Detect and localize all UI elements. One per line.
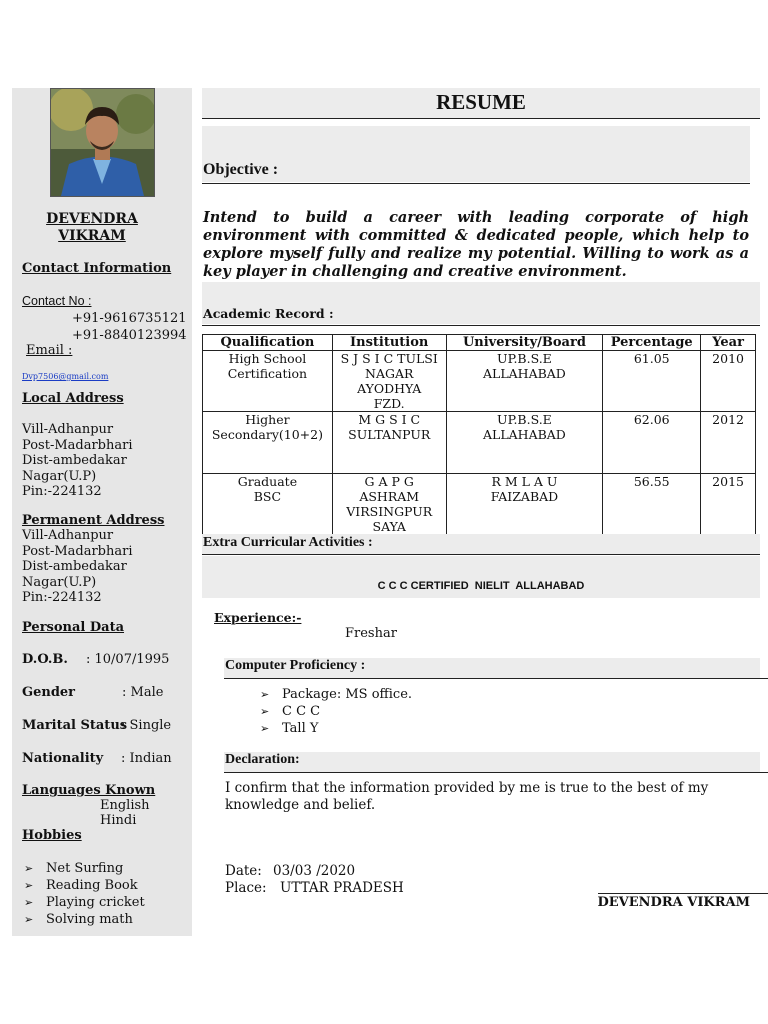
table-cell: 61.05 <box>603 351 701 412</box>
computer-rule <box>224 678 768 679</box>
arrow-bullet-icon: ➢ <box>24 896 34 909</box>
hobby-label: Reading Book <box>46 878 138 893</box>
arrow-bullet-icon: ➢ <box>260 688 270 701</box>
table-row <box>203 412 756 474</box>
experience-text: Freshar <box>345 626 397 641</box>
table-cell: M G S I C SULTANPUR <box>332 412 446 474</box>
computer-item-label: C C C <box>282 704 321 719</box>
local-address <box>22 422 133 500</box>
extra-text: C C C CERTIFIED NIELIT ALLAHABAD <box>377 580 585 592</box>
languages-heading: Languages Known <box>22 783 156 798</box>
permanent-address-line: Pin:-224132 <box>22 590 102 605</box>
column-header: Qualification <box>203 335 333 351</box>
hobby-item <box>24 911 133 928</box>
hobby-label: Solving math <box>46 912 133 927</box>
table-cell: High School Certification <box>203 351 333 412</box>
arrow-bullet-icon: ➢ <box>260 722 270 735</box>
candidate-name <box>22 211 162 245</box>
extra-heading: Extra Curricular Activities : <box>203 535 373 550</box>
table-row <box>203 351 756 412</box>
permanent-address-line: Post-Madarbhari <box>22 543 133 559</box>
academic-rule <box>202 325 760 326</box>
title-rule <box>202 118 760 119</box>
table-cell: UP.B.S.E ALLAHABAD <box>446 351 603 412</box>
column-header: Year <box>701 335 756 351</box>
computer-item <box>260 703 320 720</box>
column-header: Percentage <box>603 335 701 351</box>
hobbies-heading: Hobbies <box>22 828 82 843</box>
gender-label: Gender <box>22 685 76 700</box>
name-line-2: VIKRAM <box>58 228 126 244</box>
local-address-line: Post-Madarbhari <box>22 437 133 453</box>
signature-line <box>598 893 768 894</box>
objective-rule <box>202 183 750 184</box>
permanent-address-line: Nagar(U.P) <box>22 574 97 590</box>
arrow-bullet-icon: ➢ <box>24 913 34 926</box>
table-header-row <box>203 335 756 351</box>
hobby-item <box>24 894 145 911</box>
extra-rule <box>202 554 760 555</box>
gender-value: : Male <box>122 685 164 700</box>
column-header: University/Board <box>446 335 603 351</box>
place-label: Place: <box>225 880 267 896</box>
table-cell: 2015 <box>701 474 756 535</box>
computer-heading: Computer Proficiency : <box>225 658 366 673</box>
dob-value: : 10/07/1995 <box>86 652 170 667</box>
table-cell: 2012 <box>701 412 756 474</box>
declaration-band <box>224 752 760 772</box>
email-link[interactable]: Dvp7506@gmail.com <box>22 372 109 381</box>
table-cell: G A P G ASHRAM VIRSINGPUR SAYA <box>332 474 446 535</box>
language-item: English <box>100 798 150 813</box>
language-item: Hindi <box>100 813 137 828</box>
objective-text: Intend to build a career with leading corporate of high environment with committed & dedicated people, which help to explore myself fully and realize my potential. Willing to work as a key player in challenging and creative environment. <box>203 209 749 280</box>
hobby-item <box>24 860 123 877</box>
table-cell: 56.55 <box>603 474 701 535</box>
signature-name: DEVENDRA VIKRAM <box>597 895 750 910</box>
arrow-bullet-icon: ➢ <box>24 879 34 892</box>
computer-item-label: Package: MS office. <box>282 687 413 702</box>
permanent-address-line: Dist-ambedakar <box>22 559 127 574</box>
permanent-address-heading: Permanent Address <box>22 513 165 528</box>
local-address-line: Nagar(U.P) <box>22 468 97 484</box>
table-cell: UP.B.S.E ALLAHABAD <box>446 412 603 474</box>
date-value: 03/03 /2020 <box>273 863 356 879</box>
local-address-line: Pin:-224132 <box>22 484 102 499</box>
phone-1: +91-9616735121 <box>72 311 187 326</box>
declaration-heading: Declaration: <box>225 752 300 767</box>
contact-no-label: Contact No : <box>22 294 92 308</box>
hobby-item <box>24 877 138 894</box>
hobby-label: Playing cricket <box>46 895 145 910</box>
profile-photo <box>50 88 155 197</box>
declaration-text: I confirm that the information provided by me is true to the best of my knowledge and belief. <box>225 780 709 813</box>
phone-2: +91-8840123994 <box>72 328 187 343</box>
academic-table <box>202 334 756 535</box>
name-line-1: DEVENDRA <box>46 211 138 227</box>
table-cell: 62.06 <box>603 412 701 474</box>
computer-item <box>260 686 412 703</box>
academic-heading: Academic Record : <box>203 306 334 321</box>
personal-data-heading: Personal Data <box>22 620 125 635</box>
declaration-rule <box>224 772 768 773</box>
table-cell: S J S I C TULSI NAGAR AYODHYA FZD. <box>332 351 446 412</box>
computer-item-label: Tall Y <box>282 721 319 736</box>
permanent-address <box>22 528 133 606</box>
marital-value: : Single <box>121 718 172 733</box>
experience-heading: Experience:- <box>214 610 302 625</box>
computer-item <box>260 720 318 737</box>
local-address-line: Dist-ambedakar <box>22 453 127 468</box>
local-address-line: Vill-Adhanpur <box>22 422 114 437</box>
permanent-address-line: Vill-Adhanpur <box>22 528 114 543</box>
date-label: Date: <box>225 863 262 879</box>
table-cell: Higher Secondary(10+2) <box>203 412 333 474</box>
contact-heading: Contact Information <box>22 261 172 276</box>
place-value: UTTAR PRADESH <box>280 880 404 896</box>
hobby-label: Net Surfing <box>46 861 124 876</box>
resume-title: RESUME <box>436 90 526 114</box>
nationality-value: : Indian <box>121 751 172 766</box>
email-label: Email : <box>26 343 73 358</box>
table-row <box>203 474 756 535</box>
objective-band <box>202 126 750 182</box>
local-address-heading: Local Address <box>22 391 124 406</box>
dob-label: D.O.B. <box>22 652 68 667</box>
marital-label: Marital Status <box>22 718 128 733</box>
arrow-bullet-icon: ➢ <box>260 705 270 718</box>
table-cell: R M L A U FAIZABAD <box>446 474 603 535</box>
nationality-label: Nationality <box>22 751 104 766</box>
table-cell: 2010 <box>701 351 756 412</box>
objective-heading: Objective : <box>203 161 279 178</box>
column-header: Institution <box>332 335 446 351</box>
table-cell: Graduate BSC <box>203 474 333 535</box>
arrow-bullet-icon: ➢ <box>24 862 34 875</box>
